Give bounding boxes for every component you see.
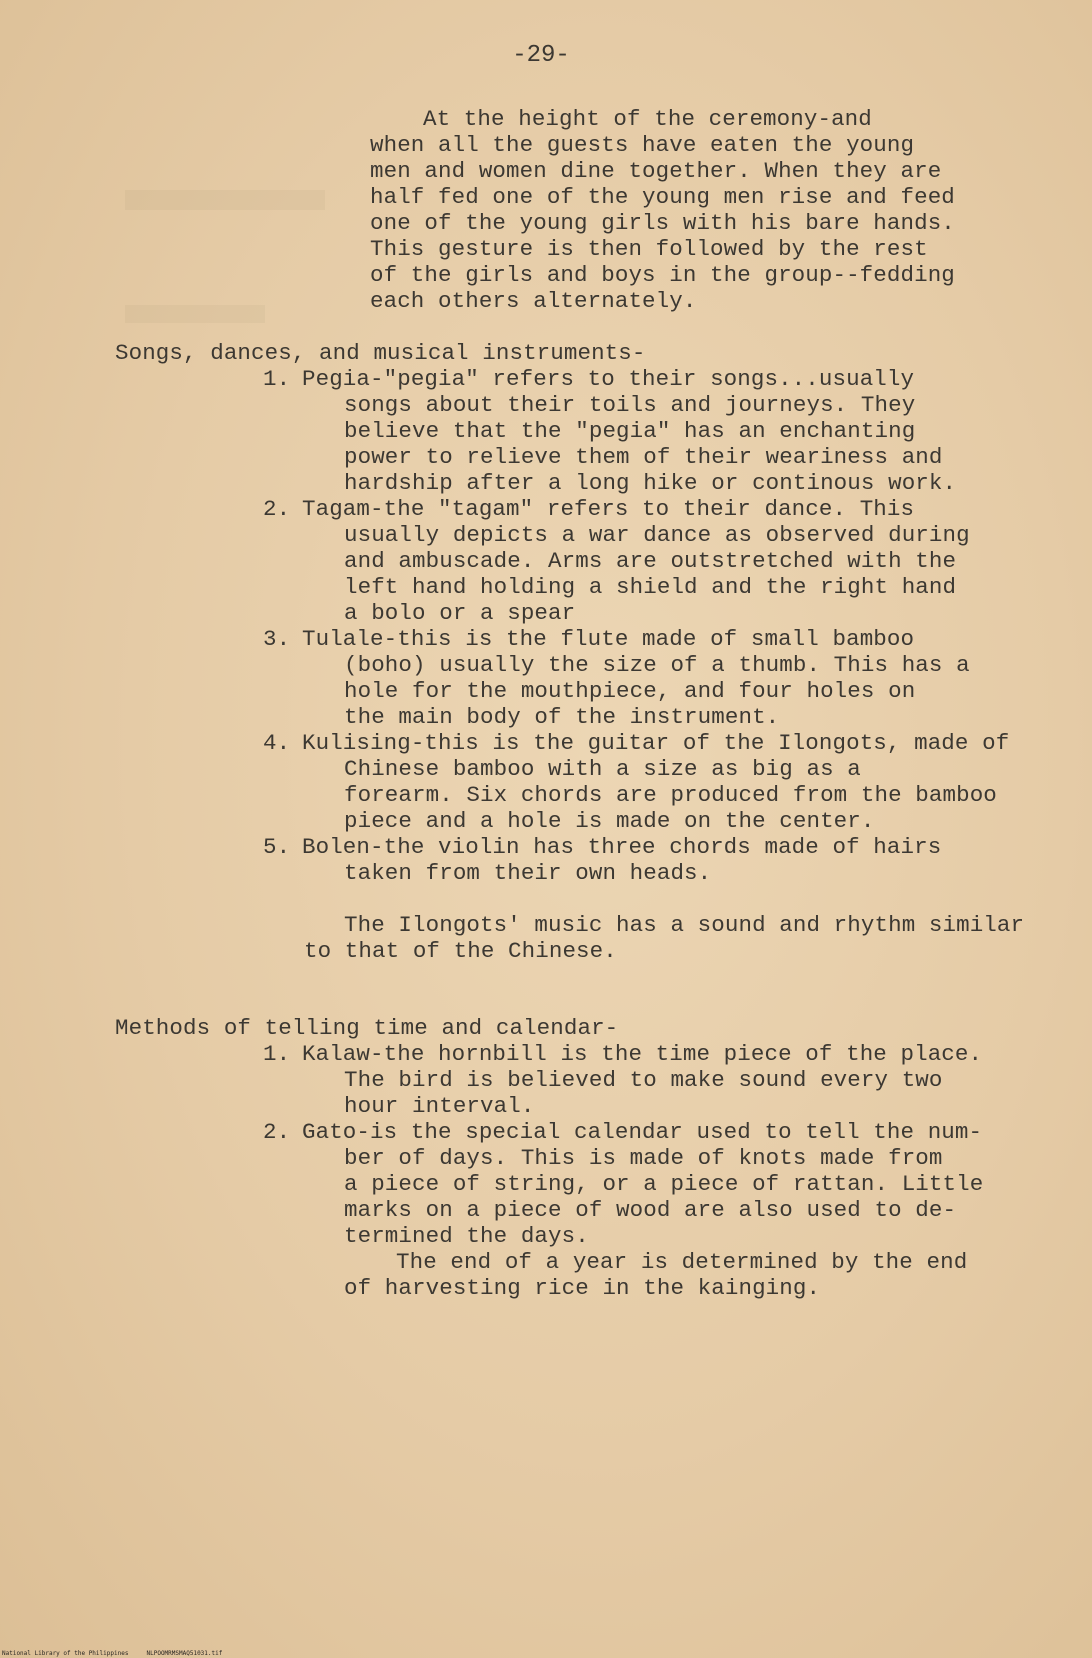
music-note-line: to that of the Chinese.: [304, 938, 617, 964]
songs-item-5-line: taken from their own heads.: [344, 860, 712, 886]
time-item-2-line: termined the days.: [344, 1223, 589, 1249]
time-heading: Methods of telling time and calendar-: [115, 1015, 619, 1041]
archive-footer: National Library of the Philippines NLPOOMRMSMAQ51031.tif: [2, 1650, 223, 1657]
songs-item-2-line: a bolo or a spear: [344, 600, 576, 626]
time-item-1-line: hour interval.: [344, 1093, 535, 1119]
songs-item-1-number: 1.: [263, 366, 291, 392]
songs-item-2-line: usually depicts a war dance as observed during: [344, 522, 970, 548]
songs-item-5-line: Bolen-the violin has three chords made of hairs: [302, 834, 942, 860]
bleed-through-shadow: [125, 305, 265, 323]
songs-item-1-line: power to relieve them of their weariness and: [344, 444, 943, 470]
songs-item-3-line: Tulale-this is the flute made of small bamboo: [302, 626, 915, 652]
year-note-line: The end of a year is determined by the end: [396, 1249, 968, 1275]
songs-item-3-line: (boho) usually the size of a thumb. This has a: [344, 652, 970, 678]
songs-item-2-line: Tagam-the "tagam" refers to their dance. This: [302, 496, 915, 522]
ceremony-line-4: half fed one of the young men rise and feed: [370, 184, 955, 210]
songs-item-4-line: Kulising-this is the guitar of the Ilongots, made of: [302, 730, 1010, 756]
songs-item-5-number: 5.: [263, 834, 291, 860]
songs-item-2-line: and ambuscade. Arms are outstretched with the: [344, 548, 957, 574]
year-note-line: of harvesting rice in the kainging.: [344, 1275, 821, 1301]
songs-item-1-line: songs about their toils and journeys. They: [344, 392, 916, 418]
music-note-line: The Ilongots' music has a sound and rhythm similar: [344, 912, 1025, 938]
songs-item-4-line: piece and a hole is made on the center.: [344, 808, 875, 834]
ceremony-line-2: when all the guests have eaten the young: [370, 132, 915, 158]
songs-heading: Songs, dances, and musical instruments-: [115, 340, 646, 366]
songs-item-4-line: forearm. Six chords are produced from the bamboo: [344, 782, 997, 808]
time-item-1-line: Kalaw-the hornbill is the time piece of the place.: [302, 1041, 983, 1067]
time-item-1-number: 1.: [263, 1041, 291, 1067]
ceremony-line-1: At the height of the ceremony-and: [423, 106, 872, 132]
songs-item-3-number: 3.: [263, 626, 291, 652]
ceremony-line-6: This gesture is then followed by the rest: [370, 236, 928, 262]
songs-item-4-number: 4.: [263, 730, 291, 756]
time-item-2-line: marks on a piece of wood are also used to de-: [344, 1197, 957, 1223]
songs-item-3-line: the main body of the instrument.: [344, 704, 780, 730]
songs-item-1-line: believe that the "pegia" has an enchanting: [344, 418, 916, 444]
songs-item-4-line: Chinese bamboo with a size as big as a: [344, 756, 861, 782]
time-item-2-line: ber of days. This is made of knots made from: [344, 1145, 943, 1171]
time-item-1-line: The bird is believed to make sound every two: [344, 1067, 943, 1093]
bleed-through-shadow: [125, 190, 325, 210]
ceremony-line-3: men and women dine together. When they are: [370, 158, 942, 184]
ceremony-line-8: each others alternately.: [370, 288, 697, 314]
page-number: -29-: [512, 42, 570, 69]
ceremony-line-5: one of the young girls with his bare hands.: [370, 210, 955, 236]
songs-item-1-line: hardship after a long hike or continous work.: [344, 470, 957, 496]
time-item-2-line: a piece of string, or a piece of rattan. Little: [344, 1171, 984, 1197]
songs-item-1-line: Pegia-"pegia" refers to their songs...usually: [302, 366, 915, 392]
songs-item-3-line: hole for the mouthpiece, and four holes on: [344, 678, 916, 704]
songs-item-2-line: left hand holding a shield and the right hand: [344, 574, 957, 600]
time-item-2-number: 2.: [263, 1119, 291, 1145]
time-item-2-line: Gato-is the special calendar used to tell the num-: [302, 1119, 983, 1145]
songs-item-2-number: 2.: [263, 496, 291, 522]
ceremony-line-7: of the girls and boys in the group--fedding: [370, 262, 955, 288]
